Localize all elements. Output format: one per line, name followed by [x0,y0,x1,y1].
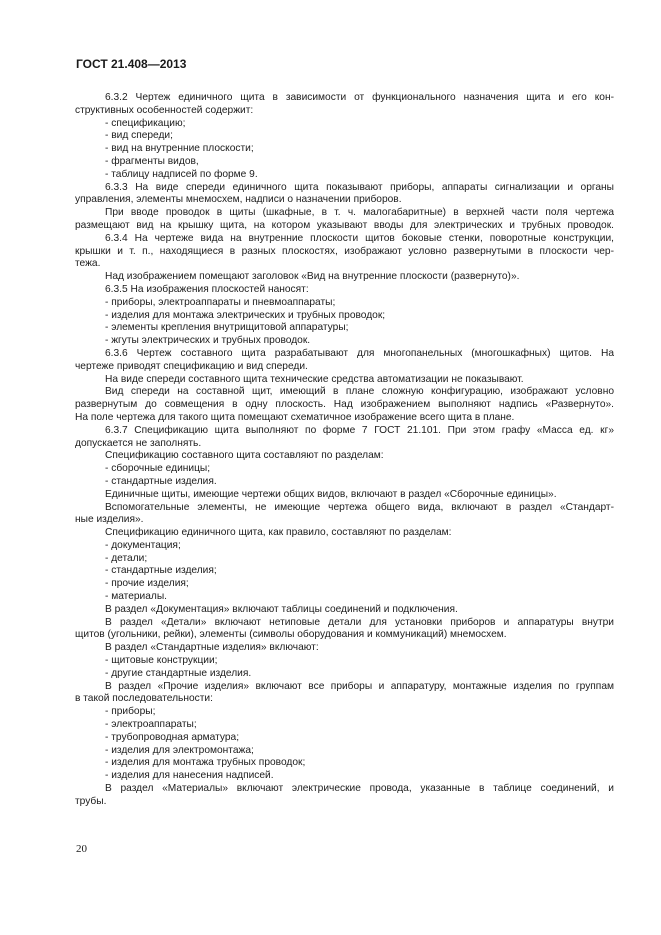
text-line: Спецификацию единичного щита, как правило, составляют по разделам: [105,527,452,539]
text-line: в такой последовательности: [75,693,213,705]
page-number: 20 [76,843,87,855]
list-item: - спецификацию; [105,117,186,129]
text-line: Вспомогательные элементы, не имеющие чертежа общего вида, включают в раздел «Стандарт- [105,501,614,513]
list-item: - трубопроводная арматура; [105,731,240,743]
text-line: развернутым до совмещения в одну плоскость. Над изображением выполняют надпись «Развернуто». [75,399,614,411]
list-item: - стандартные изделия; [105,565,217,577]
text-line: размещают вид на крышку щита, на котором указывают вводы для электрических и трубных проводок. [75,219,614,231]
list-item: - вид спереди; [105,130,173,142]
text-line: В раздел «Детали» включают нетиповые детали для установки приборов и аппаратуры внутри [105,616,614,628]
list-item: - материалы. [105,591,168,603]
list-item: - документация; [105,539,181,551]
text-line: допускается не заполнять. [75,437,202,449]
text-line: Единичные щиты, имеющие чертежи общих видов, включают в раздел «Сборочные единицы». [105,488,557,500]
text-line: Над изображением помещают заголовок «Вид на внутренние плоскости (развернуто)». [105,271,520,283]
text-line: 6.3.6 Чертеж составного щита разрабатывают для многопанельных (многошкафных) щитов. На [105,347,614,359]
list-item: - детали; [105,552,148,564]
text-line: 6.3.3 На виде спереди единичного щита показывают приборы, аппараты сигнализации и органы [105,181,614,193]
list-item: - изделия для монтажа электрических и трубных проводок; [105,309,386,321]
text-line: В раздел «Прочие изделия» включают все приборы и аппаратуру, монтажные изделия по группам [105,680,614,692]
list-item: - изделия для нанесения надписей. [105,770,274,782]
text-line: В раздел «Документация» включают таблицы соединений и подключения. [105,603,458,615]
list-item: - щитовые конструкции; [105,655,218,667]
text-line: щитов (угольники, рейки), элементы (символы оборудования и коммуникаций) мнемосхем. [75,629,507,641]
list-item: - элементы крепления внутрищитовой аппаратуры; [105,322,349,334]
list-item: - другие стандартные изделия. [105,667,252,679]
list-item: - сборочные единицы; [105,463,211,475]
list-item: - прочие изделия; [105,578,189,590]
list-item: - таблицу надписей по форме 9. [105,168,258,180]
text-line: Спецификацию составного щита составляют по разделам: [105,450,384,462]
text-line: управления, элементы мнемосхем, надписи о назначении приборов. [75,194,402,206]
text-line: На поле чертежа для такого щита помещают схематичное изображение всего щита в плане. [75,411,515,423]
text-line: В раздел «Стандартные изделия» включают: [105,642,319,654]
text-line: трубы. [75,795,107,807]
list-item: - приборы, электроаппараты и пневмоаппараты; [105,296,336,308]
text-line: структивных особенностей содержит: [75,104,254,116]
text-line: 6.3.5 На изображения плоскостей наносят: [105,283,309,295]
text-line: тежа. [75,258,101,270]
text-line: 6.3.2 Чертеж единичного щита в зависимости от функционального назначения щита и его кон- [105,92,614,103]
list-item: - вид на внутренние плоскости; [105,143,254,155]
text-line: В раздел «Материалы» включают электрические провода, указанные в таблице соединений, и [105,783,614,795]
body-text [75,92,614,809]
document-header: ГОСТ 21.408—2013 [76,57,187,71]
list-item: - фрагменты видов, [105,155,199,167]
list-item: - изделия для электромонтажа; [105,744,254,756]
text-line: Вид спереди на составной щит, имеющий в плане сложную конфигурацию, изображают условно [105,386,614,398]
text-line: При вводе проводок в щиты (шкафные, в т. ч. малогабаритные) в верхней части поля чертежа [105,207,614,219]
text-line: На виде спереди составного щита технические средства автоматизации не показывают. [105,373,524,385]
list-item: - изделия для монтажа трубных проводок; [105,757,306,769]
text-line: ные изделия». [75,514,144,526]
list-item: - электроаппараты; [105,719,197,731]
text-line: крышки и т. п., находящиеся в разных плоскостях, изображают условно развернутыми в плоскости чер- [75,245,614,257]
list-item: - приборы; [105,706,156,718]
text-line: 6.3.4 На чертеже вида на внутренние плоскости щитов боковые стенки, поворотные конструкции, [105,232,614,244]
text-line: чертеже приводят спецификацию и вид спереди. [75,360,308,372]
text-line: 6.3.7 Спецификацию щита выполняют по форме 7 ГОСТ 21.101. При этом графу «Масса ед. кг» [105,424,614,436]
list-item: - жгуты электрических и трубных проводок. [105,335,311,347]
list-item: - стандартные изделия. [105,475,217,487]
